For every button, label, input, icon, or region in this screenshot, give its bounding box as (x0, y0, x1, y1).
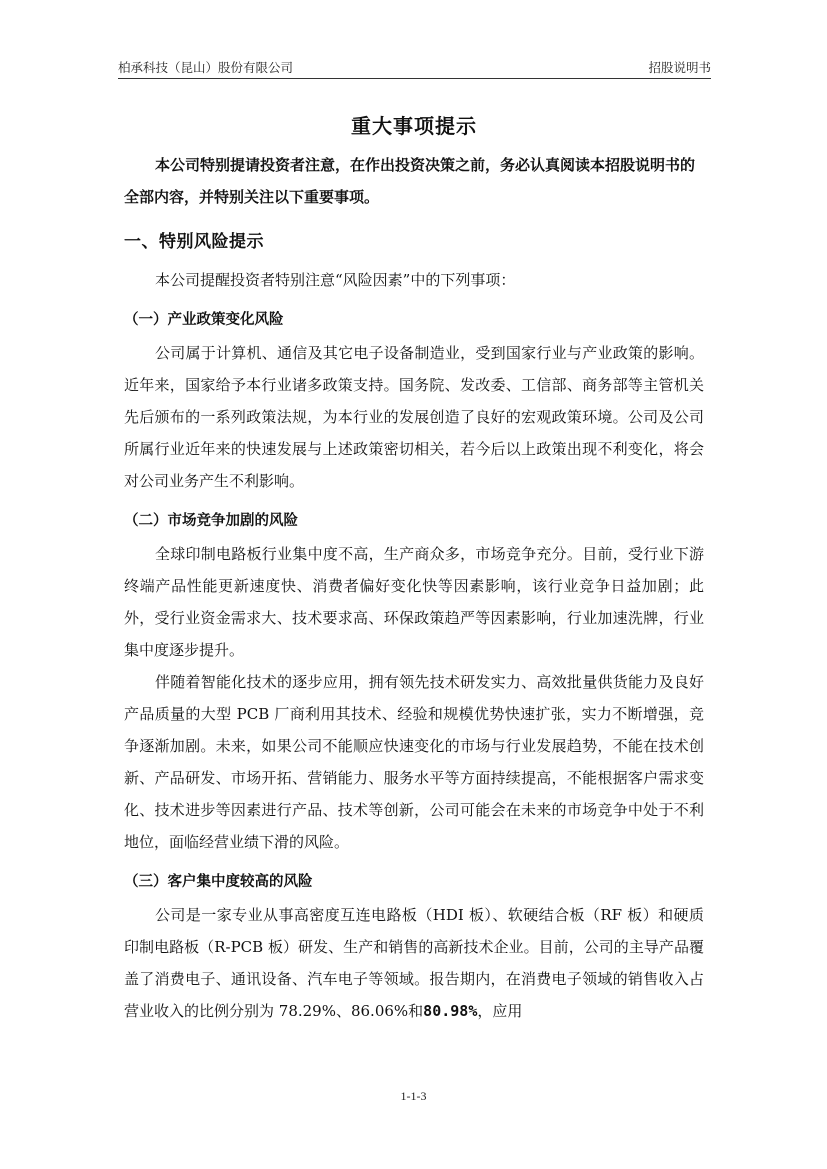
risk-heading-competition: （二）市场竞争加剧的风险 (124, 513, 298, 529)
header-document-type: 招股说明书 (648, 60, 711, 75)
page-title: 重大事项提示 (351, 114, 477, 138)
page-content (124, 100, 704, 1027)
risk-customer-bold-percentage: 80.98% (423, 1002, 478, 1020)
risk-policy-paragraph: 公司属于计算机、通信及其它电子设备制造业，受到国家行业与产业政策的影响。近年来，国家给予本行业诸多政策支持。国务院、发改委、工信部、商务部等主管机关先后颁布的一系列政策法规，为本行业的发展创造了良好的宏观政策环境。公司及公司所属行业近年来的快速发展与上述政策密切相关，若今后以上政策出现不利变化，将会对公司业务产生不利影响。 (124, 344, 704, 490)
header-company-name: 柏承科技（昆山）股份有限公司 (118, 60, 294, 75)
lead-notice: 本公司特别提请投资者注意，在作出投资决策之前，务必认真阅读本招股说明书的全部内容，并特别关注以下重要事项。 (124, 156, 696, 206)
page-number: 1-1-3 (400, 1089, 427, 1103)
risk-customer-paragraph (124, 899, 704, 1027)
risk-customer-text-start: 公司是一家专业从事高密度互连电路板（HDI 板）、软硬结合板（RF 板）和硬质印制电路板（R-PCB 板）研发、生产和销售的高新技术企业。目前，公司的主导产品覆盖了消费电子、通讯设备、汽车电子等领域。报告期内，在消费电子领域的销售收入占营业收入的比例分别为 78.29%、86.06%和 (124, 906, 704, 1020)
section-heading-special-risks: 一、特别风险提示 (124, 232, 264, 252)
risk-competition-paragraph-2: 伴随着智能化技术的逐步应用，拥有领先技术研发实力、高效批量供货能力及良好产品质量的大型 PCB 厂商利用其技术、经验和规模优势快速扩张，实力不断增强，竞争逐渐加剧。未来，如果公司不能顺应快速变化的市场与行业发展趋势，不能在技术创新、产品研发、市场开拓、营销能力、服务水平等方面持续提高，不能根据客户需求变化、技术进步等因素进行产品、技术等创新，公司可能会在未来的市场竞争中处于不利地位，面临经营业绩下滑的风险。 (124, 673, 704, 851)
risk-heading-policy: （一）产业政策变化风险 (124, 312, 284, 328)
page-header (118, 56, 711, 79)
risk-customer-text-end: ，应用 (477, 1002, 523, 1020)
section-intro: 本公司提醒投资者特别注意“风险因素”中的下列事项： (155, 271, 516, 289)
risk-competition-paragraph-1: 全球印制电路板行业集中度不高，生产商众多，市场竞争充分。目前，受行业下游终端产品性能更新速度快、消费者偏好变化快等因素影响，该行业竞争日益加剧；此外，受行业资金需求大、技术要求高、环保政策趋严等因素影响，行业加速洗牌，行业集中度逐步提升。 (124, 545, 704, 659)
risk-heading-customer-concentration: （三）客户集中度较高的风险 (124, 874, 313, 890)
